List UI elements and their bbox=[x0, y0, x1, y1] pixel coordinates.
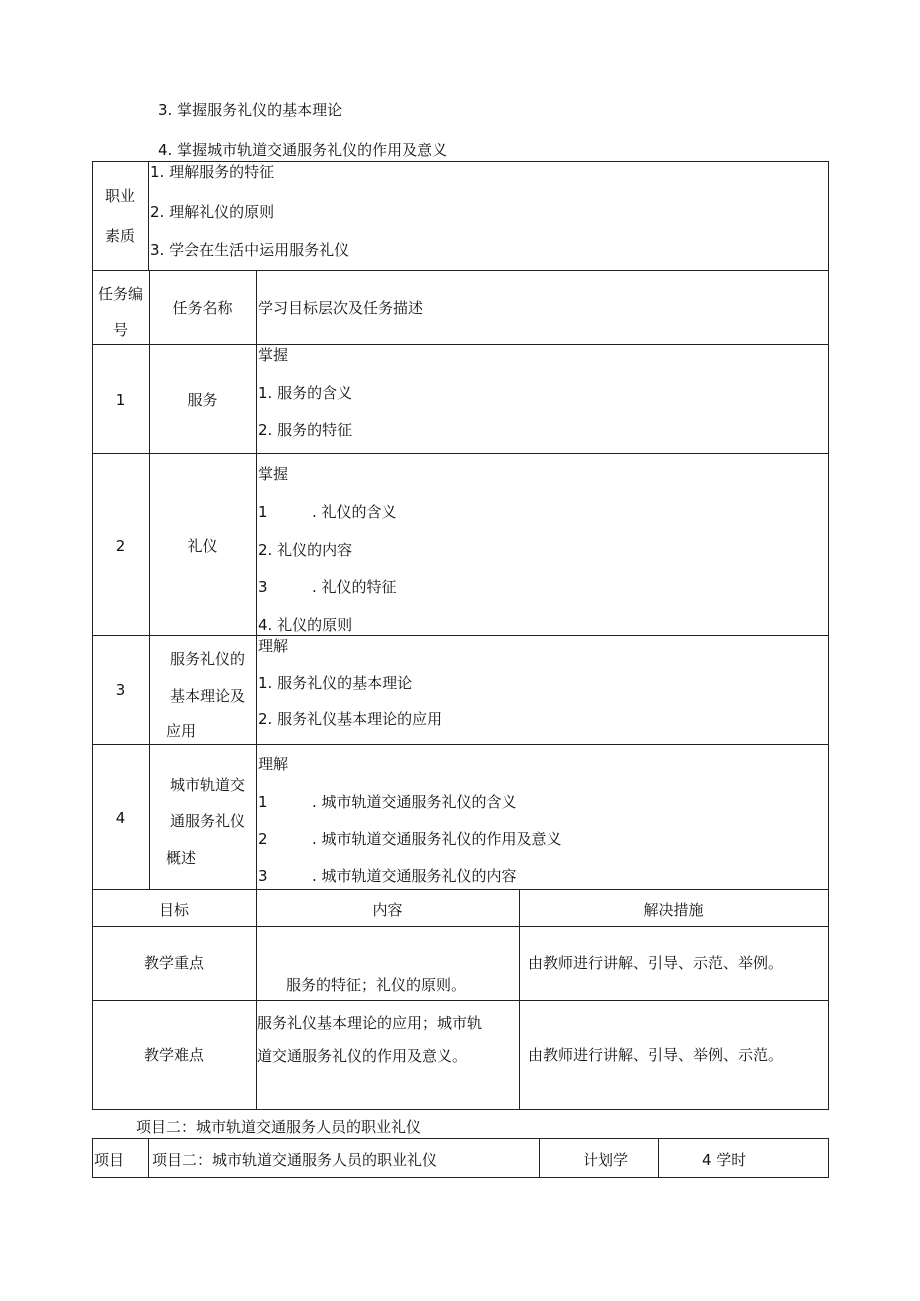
task-2-item-2: 2. 礼仪的内容 bbox=[258, 541, 353, 559]
task-2-name: 礼仪 bbox=[187, 537, 218, 555]
intro-line-3: 3. 掌握服务礼仪的基本理论 bbox=[158, 101, 343, 119]
task-4-item-1-text: . 城市轨道交通服务礼仪的含义 bbox=[312, 793, 517, 811]
table-border bbox=[92, 1138, 829, 1139]
task-2-level: 掌握 bbox=[258, 465, 289, 483]
goal-difficulties-measures: 由教师进行讲解、引导、举例、示范。 bbox=[528, 1046, 784, 1064]
table-border bbox=[92, 1177, 829, 1178]
task-4-name-2: 通服务礼仪 bbox=[169, 812, 245, 830]
task-3-level: 理解 bbox=[258, 637, 289, 655]
table-border bbox=[92, 889, 829, 890]
plan-label: 计划学 bbox=[583, 1151, 629, 1169]
task-2-item-3-text: . 礼仪的特征 bbox=[312, 578, 397, 596]
header-description: 学习目标层次及任务描述 bbox=[258, 299, 424, 317]
task-3-item-1: 1. 服务礼仪的基本理论 bbox=[258, 674, 413, 692]
table-border bbox=[92, 1000, 829, 1001]
table-border bbox=[92, 344, 829, 345]
task-4-item-1-num: 1 bbox=[258, 793, 268, 811]
task-1-name: 服务 bbox=[187, 391, 218, 409]
task-3-name-3: 应用 bbox=[166, 722, 197, 740]
table-border bbox=[92, 270, 829, 271]
header-goal: 目标 bbox=[158, 901, 189, 919]
task-3-item-2: 2. 服务礼仪基本理论的应用 bbox=[258, 710, 443, 728]
task-1-level: 掌握 bbox=[258, 346, 289, 364]
task-3-name-2: 基本理论及 bbox=[169, 687, 245, 705]
task-2-item-3-num: 3 bbox=[258, 578, 268, 596]
goal-difficulties-content-1: 服务礼仪基本理论的应用；城市轨 bbox=[257, 1014, 483, 1032]
task-2-item-4: 4. 礼仪的原则 bbox=[258, 616, 353, 634]
table-border bbox=[92, 635, 829, 636]
task-3-no: 3 bbox=[115, 681, 126, 699]
task-3-name-1: 服务礼仪的 bbox=[169, 650, 245, 668]
project-2-caption: 项目二：城市轨道交通服务人员的职业礼仪 bbox=[136, 1118, 422, 1136]
table-border bbox=[658, 1138, 659, 1178]
task-4-item-3-text: . 城市轨道交通服务礼仪的内容 bbox=[312, 867, 517, 885]
project-name: 项目二：城市轨道交通服务人员的职业礼仪 bbox=[152, 1151, 438, 1169]
goal-key-points-content: 服务的特征；礼仪的原则。 bbox=[286, 976, 467, 994]
task-4-no: 4 bbox=[115, 809, 126, 827]
quality-item-3: 3. 学会在生活中运用服务礼仪 bbox=[150, 241, 350, 259]
table-border bbox=[828, 1138, 829, 1178]
project-label: 项目 bbox=[94, 1151, 125, 1169]
header-task-name: 任务名称 bbox=[172, 299, 233, 317]
quality-item-2: 2. 理解礼仪的原则 bbox=[150, 203, 275, 221]
task-4-item-2-num: 2 bbox=[258, 830, 268, 848]
table-border bbox=[519, 889, 520, 1109]
task-4-level: 理解 bbox=[258, 755, 289, 773]
table-border bbox=[539, 1138, 540, 1178]
task-1-item-1: 1. 服务的含义 bbox=[258, 384, 353, 402]
goal-key-points-measures: 由教师进行讲解、引导、示范、举例。 bbox=[528, 954, 784, 972]
task-2-item-1-num: 1 bbox=[258, 503, 268, 521]
task-4-item-3-num: 3 bbox=[258, 867, 268, 885]
quality-item-1: 1. 理解服务的特征 bbox=[150, 163, 275, 181]
table-border bbox=[92, 744, 829, 745]
header-content: 内容 bbox=[372, 901, 403, 919]
goal-difficulties: 教学难点 bbox=[143, 1046, 204, 1064]
goal-difficulties-content-2: 道交通服务礼仪的作用及意义。 bbox=[257, 1047, 468, 1065]
table-border bbox=[92, 1109, 829, 1110]
table-border bbox=[92, 926, 829, 927]
table-border bbox=[148, 161, 149, 270]
table-border bbox=[828, 161, 829, 1110]
table-border bbox=[149, 270, 150, 889]
intro-line-4: 4. 掌握城市轨道交通服务礼仪的作用及意义 bbox=[158, 141, 448, 159]
plan-hours: 4 学时 bbox=[702, 1151, 747, 1169]
task-1-item-2: 2. 服务的特征 bbox=[258, 421, 353, 439]
task-2-item-1-text: . 礼仪的含义 bbox=[312, 503, 397, 521]
table-border bbox=[148, 1138, 149, 1178]
task-2-no: 2 bbox=[115, 537, 126, 555]
table-border bbox=[92, 453, 829, 454]
header-task-no-2: 号 bbox=[112, 321, 128, 339]
header-measures: 解决措施 bbox=[643, 901, 704, 919]
goal-key-points: 教学重点 bbox=[143, 954, 204, 972]
task-4-item-2-text: . 城市轨道交通服务礼仪的作用及意义 bbox=[312, 830, 562, 848]
professional-quality-label-1: 职业 bbox=[104, 187, 135, 205]
table-border bbox=[92, 1138, 93, 1178]
task-4-name-1: 城市轨道交 bbox=[169, 776, 245, 794]
professional-quality-label-2: 素质 bbox=[104, 227, 135, 245]
task-1-no: 1 bbox=[115, 391, 126, 409]
header-task-no-1: 任务编 bbox=[97, 285, 143, 303]
task-4-name-3: 概述 bbox=[166, 849, 197, 867]
